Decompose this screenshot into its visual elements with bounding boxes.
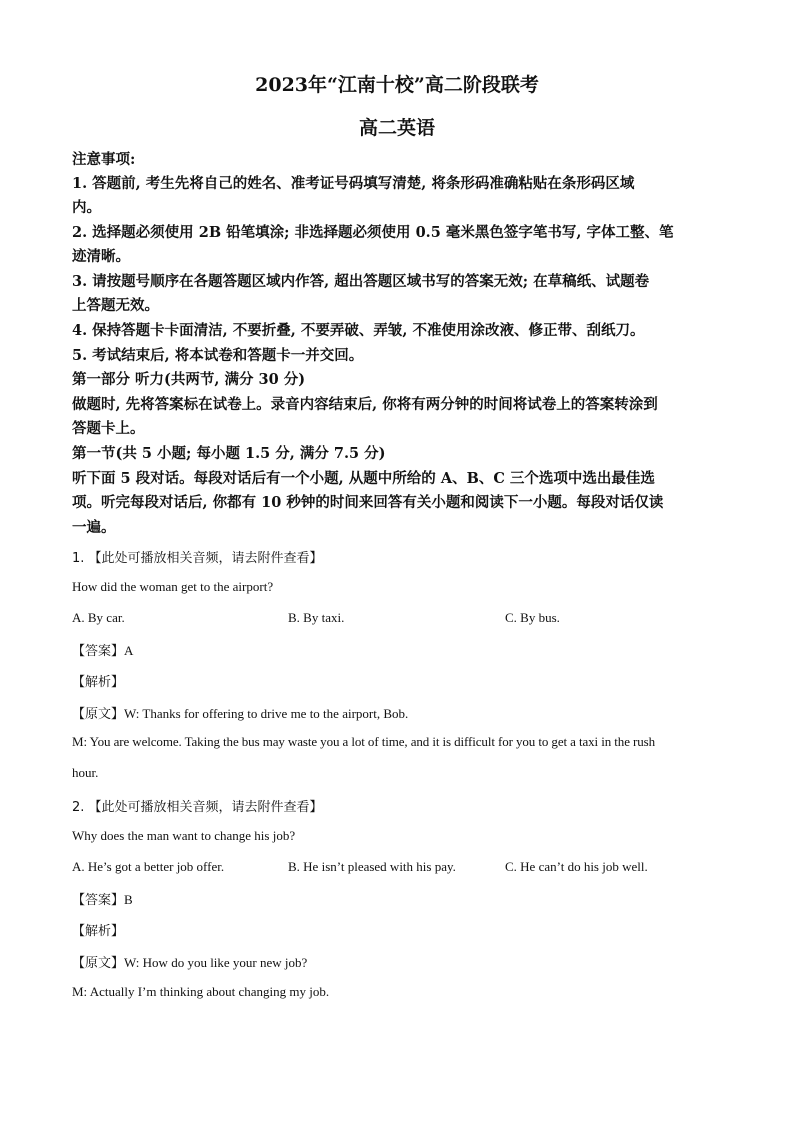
answer-label: 【答案】 [72,644,125,659]
exam-title: 2023年“江南十校”高二阶段联考 [255,74,539,96]
notice-line: 迹清晰。 [72,248,130,265]
part1-heading: 第一部分 听力(共两节, 满分 30 分) [72,371,306,388]
question-number: 2. [72,800,85,815]
notice-line: 1. 答题前, 考生先将自己的姓名、准考证号码填写清楚, 将条形码准确粘贴在条形码区域 [72,175,635,192]
part1-intro-line: 答题卡上。 [72,420,145,437]
question-1-original-line: M: You are welcome. Taking the bus may waste you a lot of time, and it is difficult for you to get a taxi in the rush [72,734,656,749]
audio-note[interactable]: 【此处可播放相关音频，请去附件查看】 [88,551,323,566]
question-2-answer [72,889,732,908]
answer-label: 【答案】 [72,893,125,908]
question-1-text: How did the woman get to the airport? [72,579,274,594]
answer-value: A [124,643,134,658]
notice-line: 5. 考试结束后, 将本试卷和答题卡一并交回。 [72,347,364,364]
question-1-option-b: B. By taxi. [288,610,345,625]
question-1-option-a: A. By car. [72,610,125,625]
original-text: W: Thanks for offering to drive me to the airport, Bob. [124,706,409,721]
answer-value: B [124,892,133,907]
question-2-analysis-label: 【解析】 [72,924,125,939]
question-2-header [72,796,732,815]
question-1-analysis-label: 【解析】 [72,675,125,690]
question-1-original-line: hour. [72,765,99,780]
question-number: 1. [72,551,85,566]
question-2-original [72,952,732,971]
notice-line: 3. 请按题号顺序在各题答题区域内作答, 超出答题区域书写的答案无效; 在草稿纸、试题卷 [72,273,650,290]
notice-line: 2. 选择题必须使用 2B 铅笔填涂; 非选择题必须使用 0.5 毫米黑色签字笔书写, 字体工整、笔 [72,224,674,241]
notice-line: 内。 [72,199,101,216]
subject-title: 高二英语 [358,117,435,139]
section1-intro-line: 项。听完每段对话后, 你都有 10 秒钟的时间来回答有关小题和阅读下一小题。每段对话仅读 [72,494,664,511]
section1-heading: 第一节(共 5 小题; 每小题 1.5 分, 满分 7.5 分) [72,445,386,462]
original-label: 【原文】 [72,707,125,722]
notice-line: 4. 保持答题卡卡面清洁, 不要折叠, 不要弄破、弄皱, 不准使用涂改液、修正带、刮纸刀。 [72,322,645,339]
question-1-option-c: C. By bus. [505,610,560,625]
part1-intro-line: 做题时, 先将答案标在试卷上。录音内容结束后, 你将有两分钟的时间将试卷上的答案转涂到 [72,396,658,413]
question-2-option-a: A. He’s got a better job offer. [72,859,225,874]
notice-heading: 注意事项: [72,151,136,168]
audio-note[interactable]: 【此处可播放相关音频，请去附件查看】 [88,800,323,815]
question-2-option-b: B. He isn’t pleased with his pay. [288,859,456,874]
section1-intro-line: 听下面 5 段对话。每段对话后有一个小题, 从题中所给的 A、B、C 三个选项中选出最佳选 [72,470,655,487]
original-text: W: How do you like your new job? [124,955,308,970]
section1-intro-line: 一遍。 [72,519,116,536]
question-1-header [72,547,732,566]
question-1-original [72,703,732,722]
question-2-original-line: M: Actually I’m thinking about changing my job. [72,984,330,999]
question-2-option-c: C. He can’t do his job well. [505,859,648,874]
original-label: 【原文】 [72,956,125,971]
question-1-answer [72,640,732,659]
question-2-text: Why does the man want to change his job? [72,828,296,843]
notice-line: 上答题无效。 [72,297,159,314]
